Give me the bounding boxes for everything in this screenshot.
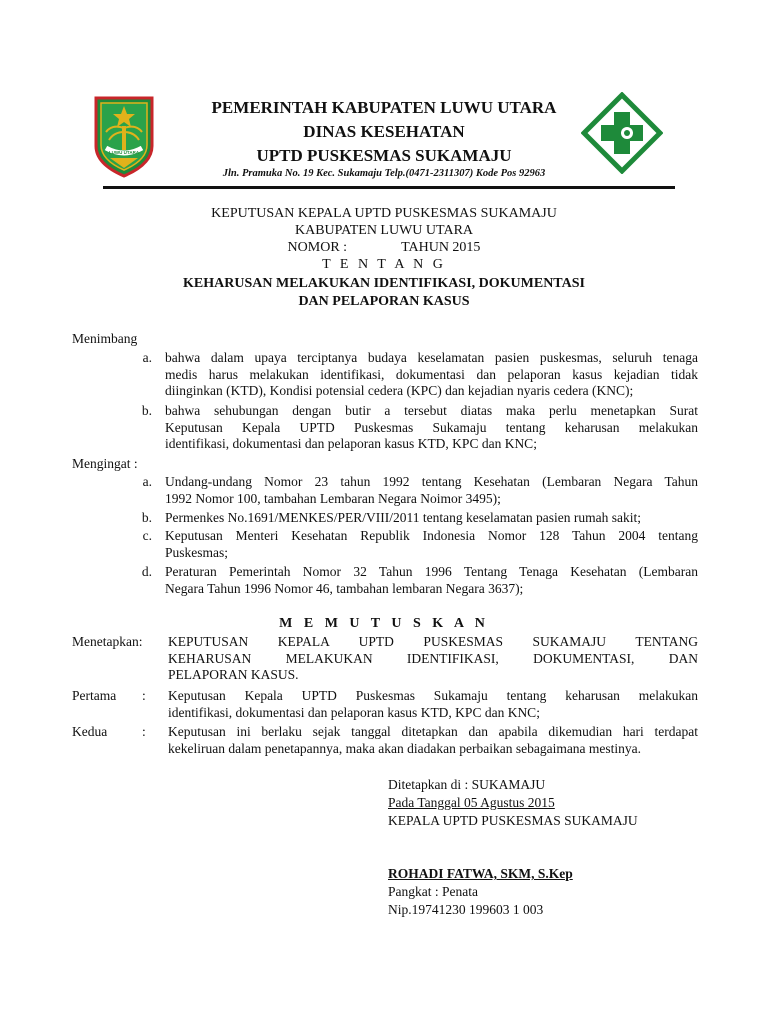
title-subject-line2: DAN PELAPORAN KASUS [298, 294, 470, 309]
letterhead-divider [103, 186, 675, 189]
menimbang-b-marker: b. [141, 403, 152, 418]
letterhead-line3: UPTD PUSKESMAS SUKAMAJU [256, 146, 512, 165]
pertama-colon: : [142, 688, 146, 703]
kedua-label: Kedua [72, 724, 108, 739]
menetapkan-text [168, 634, 698, 684]
mengingat-b-marker: b. [141, 510, 152, 525]
menimbang-a-marker: a. [142, 350, 152, 365]
title-nomor [0, 240, 768, 256]
mengingat-d-marker: d. [141, 564, 152, 579]
sig-pangkat: Pangkat : Penata [388, 884, 478, 899]
text-line: identifikasi, dokumentasi dan pelaporan kasus KTD, KPC dan KNC; [165, 436, 537, 451]
mengingat-label: Mengingat : [72, 456, 138, 471]
text-line: bahwa sehubungan dengan butir a tersebut diatas maka perlu menetapkan Surat [165, 403, 698, 418]
mengingat-d-text [165, 564, 698, 597]
kedua-text [168, 724, 698, 757]
tahun-label: TAHUN 2015 [401, 240, 481, 255]
text-line: identifikasi, dokumentasi dan pelaporan kasus KTD, KPC dan KNC; [168, 704, 540, 720]
sig-tanggal: Pada Tanggal 05 Agustus 2015 [388, 795, 555, 810]
mengingat-a-marker: a. [142, 474, 152, 489]
text-line: Undang-undang Nomor 23 tahun 1992 tentang Kesehatan (Lembaran Negara Tahun [165, 474, 698, 489]
emblem-text: LUWU UTARA [108, 150, 140, 155]
nomor-label: NOMOR : [287, 240, 348, 255]
text-line: kekeliruan dalam penetapannya, maka akan diadakan perbaikan sebagaimana mestinya. [168, 740, 642, 756]
text-line: Permenkes No.1691/MENKES/PER/VIII/2011 tentang keselamatan pasien rumah sakit; [165, 510, 642, 525]
kedua-colon: : [142, 724, 146, 739]
sig-jabatan: KEPALA UPTD PUSKESMAS SUKAMAJU [388, 813, 638, 828]
title-line2: KABUPATEN LUWU UTARA [294, 223, 474, 238]
text-line: bahwa dalam upaya terciptanya budaya keselamatan pasien puskesmas, seluruh tenaga [165, 350, 698, 365]
mengingat-b-text [165, 510, 698, 527]
pertama-text [168, 688, 698, 721]
sig-nama: ROHADI FATWA, SKM, S.Kep [388, 866, 573, 881]
text-line: diinginkan (KTD), Kondisi potensial cedera (KPC) dan kejadian nyaris cedera (KNC); [165, 383, 634, 398]
sig-ditetapkan: Ditetapkan di : SUKAMAJU [388, 777, 546, 792]
text-line: Keputusan Kepala UPTD Puskesmas Sukamaju tentang keharusan melakukan [168, 688, 698, 703]
text-line: Negara Tahun 1996 Nomor 46, tambahan lembaran Negara 3637); [165, 580, 524, 596]
text-line: medis harus melakukan identifikasi, dokumentasi dan pelaporan kasus kejadian tidak [165, 366, 698, 382]
text-line: Puskesmas; [165, 544, 229, 560]
sig-nip: Nip.19741230 199603 1 003 [388, 902, 544, 917]
text-line: Keputusan Menteri Kesehatan Republik Indonesia Nomor 128 Tahun 2004 tentang [165, 528, 698, 543]
menimbang-label: Menimbang [72, 331, 138, 346]
letterhead-address: Jln. Pramuka No. 19 Kec. Sukamaju Telp.(0471-2311307) Kode Pos 92963 [222, 168, 546, 179]
mengingat-a-text [165, 474, 698, 507]
title-line1: KEPUTUSAN KEPALA UPTD PUSKESMAS SUKAMAJU [211, 206, 557, 221]
title-tentang: T E N T A N G [322, 257, 446, 272]
mengingat-c-marker: c. [142, 528, 152, 543]
text-line: PELAPORAN KASUS. [168, 667, 299, 682]
letterhead-line1: PEMERINTAH KABUPATEN LUWU UTARA [211, 98, 557, 117]
text-line: Keputusan ini berlaku sejak tanggal ditetapkan dan apabila dikemudian hari terdapat [168, 724, 698, 739]
text-line: Peraturan Pemerintah Nomor 32 Tahun 1996 Tentang Tenaga Kesehatan (Lembaran [165, 564, 698, 579]
menetapkan-label: Menetapkan: [72, 634, 143, 649]
text-line: KEHARUSAN MELAKUKAN IDENTIFIKASI, DOKUMENTASI, DAN [168, 650, 698, 666]
text-line: KEPUTUSAN KEPALA UPTD PUSKESMAS SUKAMAJU TENTANG [168, 634, 698, 649]
memutuskan-heading: M E M U T U S K A N [279, 616, 489, 631]
pertama-label: Pertama [72, 688, 117, 703]
mengingat-c-text [165, 528, 698, 561]
menimbang-a-text [165, 350, 698, 400]
text-line: 1992 Nomor 100, tambahan Lembaran Negara Noimor 3495); [165, 490, 501, 506]
text-line: Keputusan Kepala UPTD Puskesmas Sukamaju tentang keharusan melakukan [165, 419, 698, 435]
title-subject-line1: KEHARUSAN MELAKUKAN IDENTIFIKASI, DOKUMENTASI [183, 276, 585, 291]
letterhead-line2: DINAS KESEHATAN [303, 122, 465, 141]
menimbang-b-text [165, 403, 698, 453]
